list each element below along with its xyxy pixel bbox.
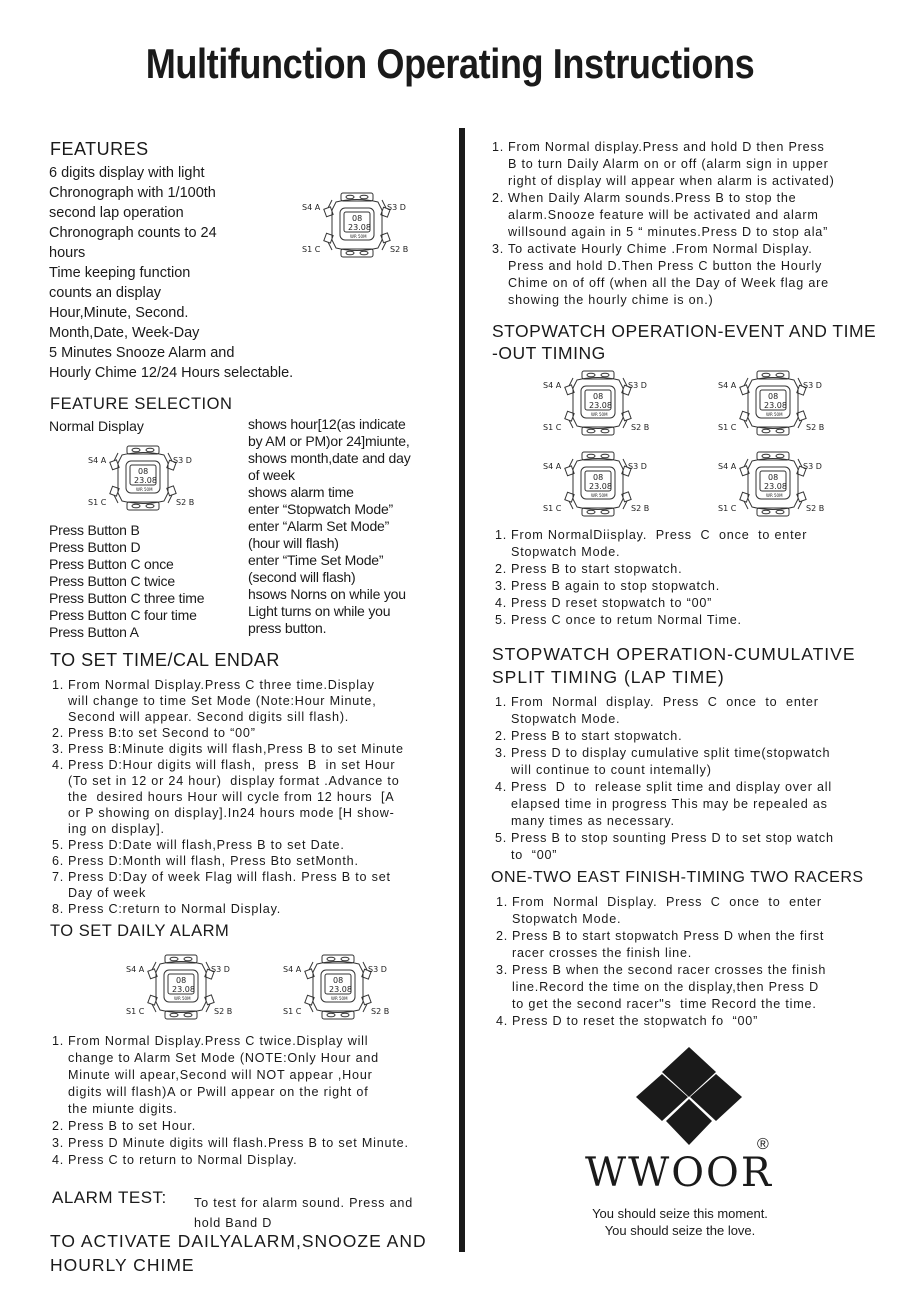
- list-item-number: 3.: [496, 963, 509, 977]
- list-item-line: Press B to start stopwatch Press D when the first: [512, 929, 825, 943]
- list-item: [495, 745, 834, 779]
- button-label-s4: S4 A: [126, 965, 145, 974]
- list-item-line: When Daily Alarm sounds.Press B to stop the: [508, 191, 797, 205]
- list-item-text: [68, 1152, 297, 1169]
- description-line: shows month,date and day: [248, 450, 411, 466]
- list-item-line: From Normal Display. Press C once to enter: [512, 895, 822, 909]
- list-item-line: will continue to count intemally): [511, 763, 712, 777]
- list-item-line: line.Record the time on the display,then Press D: [512, 980, 819, 994]
- watch-diagram: [302, 190, 412, 260]
- list-item-line: From Normal display.Press and hold D then Press: [508, 140, 825, 154]
- description-line: hsows Norns on while you: [248, 586, 406, 602]
- features-line: second lap operation: [49, 205, 184, 221]
- watch-display-top: 08: [768, 392, 779, 401]
- features-line: 5 Minutes Snooze Alarm and: [49, 345, 235, 361]
- list-item: [492, 139, 835, 190]
- watch-display-bottom: 23.08: [589, 401, 612, 410]
- list-item-text: [68, 1135, 409, 1152]
- alarm-test-heading: ALARM TEST:: [52, 1188, 167, 1207]
- list-item: [52, 1118, 409, 1135]
- button-label-s4: S4 A: [543, 462, 562, 471]
- watch-display-bottom: 23.08: [764, 482, 787, 491]
- features-line: Month,Date, Week-Day: [49, 325, 200, 341]
- button-label-s2: S2 B: [806, 504, 825, 513]
- numbered-list: [52, 1033, 409, 1169]
- button-label-s1: S1 C: [718, 423, 737, 432]
- list-item: [52, 853, 404, 869]
- list-item-line: Stopwatch Mode.: [511, 712, 621, 726]
- features-line: Hourly Chime 12/24 Hours selectable.: [49, 365, 294, 381]
- description-line: shows hour[12(as indicate: [248, 416, 406, 432]
- list-item-text: [68, 869, 391, 901]
- button-label-s4: S4 A: [302, 203, 321, 212]
- watch-display-top: 08: [593, 392, 604, 401]
- numbered-list: [495, 527, 807, 629]
- button-list: [49, 522, 204, 641]
- list-item-number: 4.: [495, 780, 508, 794]
- list-item-line: From NormalDiisplay. Press C once to enter: [511, 528, 808, 542]
- button-item: Press Button A: [49, 624, 139, 640]
- stopwatch-event-list: [495, 527, 807, 629]
- list-item-number: 4.: [52, 758, 65, 772]
- button-item: Press Button D: [49, 539, 141, 555]
- description-line: enter “Time Set Mode”: [248, 552, 384, 568]
- button-item: Press Button C three time: [49, 590, 205, 606]
- list-item-line: (To set in 12 or 24 hour) display format .Advance to: [68, 774, 400, 788]
- list-item-line: the desired hours Hour will cycle from 12 hours [A: [68, 790, 395, 804]
- list-item-number: 4.: [495, 596, 508, 610]
- button-label-s3: S3 D: [173, 456, 192, 465]
- list-item-line: digits will flash)A or Pwill appear on the right of: [68, 1085, 369, 1099]
- button-label-s1: S1 C: [543, 423, 562, 432]
- list-item-line: to get the second racer"s time Record the time.: [512, 997, 817, 1011]
- list-item-line: ing on display].: [68, 822, 165, 836]
- list-item-number: 2.: [492, 191, 505, 205]
- list-item-text: [511, 578, 720, 595]
- list-item-number: 2.: [495, 729, 508, 743]
- list-item: [492, 190, 835, 241]
- list-item-line: Press B to set Hour.: [68, 1119, 196, 1133]
- list-item-text: [511, 694, 819, 728]
- list-item-text: [508, 241, 829, 309]
- description-line: Light turns on while you: [248, 603, 391, 619]
- list-item-line: Second will appear. Second digits sill flash).: [68, 710, 350, 724]
- list-item: [495, 561, 807, 578]
- button-label-s1: S1 C: [543, 504, 562, 513]
- watch-display-bottom: 23.08: [348, 223, 371, 232]
- button-label-s1: S1 C: [718, 504, 737, 513]
- button-label-s2: S2 B: [371, 1007, 390, 1016]
- list-item-number: 5.: [495, 831, 508, 845]
- list-item-text: [508, 190, 828, 241]
- normal-display-label: Normal Display: [49, 418, 144, 434]
- description-line: by AM or PM)or 24]miunte,: [248, 433, 410, 449]
- list-item-text: [508, 139, 835, 190]
- watch-band-text: WR 50M: [766, 412, 783, 417]
- list-item-line: Day of week: [68, 886, 147, 900]
- button-label-s3: S3 D: [368, 965, 387, 974]
- description-list: [248, 416, 411, 637]
- list-item-text: [511, 561, 682, 578]
- watch-diagram: [543, 368, 653, 438]
- button-item: Press Button B: [49, 522, 140, 538]
- watch-display-bottom: 23.08: [134, 476, 157, 485]
- list-item-number: 8.: [52, 902, 65, 916]
- watch-band-text: WR 50M: [350, 234, 367, 239]
- list-item-line: Press D to display cumulative split time(stopwatch: [511, 746, 831, 760]
- list-item-number: 3.: [495, 746, 508, 760]
- button-item: Press Button C twice: [49, 573, 175, 589]
- list-item-number: 1.: [495, 528, 508, 542]
- description-line: (second will flash): [248, 569, 356, 585]
- description-line: of week: [248, 467, 295, 483]
- button-label-s4: S4 A: [543, 381, 562, 390]
- button-item: Press Button C four time: [49, 607, 197, 623]
- watch-display-top: 08: [176, 976, 187, 985]
- list-item-text: [68, 1118, 196, 1135]
- list-item: [495, 578, 807, 595]
- features-line: Chronograph with 1/100th: [49, 185, 216, 201]
- list-item-line: Press C once to retum Normal Time.: [511, 613, 742, 627]
- set-time-list: [52, 677, 404, 917]
- list-item-text: [511, 612, 742, 629]
- description-line: (hour will flash): [248, 535, 339, 551]
- watch-icon: [283, 952, 393, 1022]
- button-label-s4: S4 A: [718, 462, 737, 471]
- list-item-line: Press B again to stop stopwatch.: [511, 579, 721, 593]
- list-item-line: Press B to stop sounting Press D to set stop watch: [511, 831, 834, 845]
- features-heading: FEATURES: [50, 139, 149, 159]
- list-item: [495, 779, 834, 830]
- watch-diagram: [88, 443, 198, 513]
- list-item-line: Minute will apear,Second will NOT appear ,Hour: [68, 1068, 373, 1082]
- features-line: counts an display: [49, 285, 162, 301]
- stopwatch-split-heading: STOPWATCH OPERATION-CUMULATIVE SPLIT TIMING (LAP TIME): [492, 644, 856, 687]
- button-label-s3: S3 D: [803, 462, 822, 471]
- button-label-s2: S2 B: [214, 1007, 233, 1016]
- watch-diagram: [718, 368, 828, 438]
- button-label-s1: S1 C: [88, 498, 107, 507]
- list-item-line: Press D:Day of week Flag will flash. Press B to set: [68, 870, 391, 884]
- daily-alarm-heading: TO SET DAILY ALARM: [50, 922, 230, 940]
- list-item-line: the miunte digits.: [68, 1102, 178, 1116]
- list-item-line: Press D:Hour digits will flash, press B in set Hour: [68, 758, 396, 772]
- list-item-number: 1.: [52, 1034, 65, 1048]
- list-item-line: B to turn Daily Alarm on or off (alarm sign in upper: [508, 157, 829, 171]
- watch-display-top: 08: [768, 473, 779, 482]
- list-item-number: 6.: [52, 854, 65, 868]
- watch-band-text: WR 50M: [591, 412, 608, 417]
- list-item-line: Chime on of off (when all the Day of Week flag are: [508, 276, 829, 290]
- list-item-text: [511, 745, 830, 779]
- list-item: [52, 869, 404, 901]
- list-item: [495, 830, 834, 864]
- list-item: [52, 901, 404, 917]
- watch-icon: [88, 443, 198, 513]
- list-item: [52, 1135, 409, 1152]
- list-item-line: Press B to start stopwatch.: [511, 562, 683, 576]
- watch-display-top: 08: [138, 467, 149, 476]
- feature-selection-heading: FEATURE SELECTION: [50, 395, 233, 413]
- list-item-text: [68, 741, 404, 757]
- description-line: enter “Alarm Set Mode”: [248, 518, 390, 534]
- button-label-s2: S2 B: [806, 423, 825, 432]
- description-line: press button.: [248, 620, 327, 636]
- watch-icon: [718, 449, 828, 519]
- watch-diagram: [283, 952, 393, 1022]
- watch-display-bottom: 23.08: [589, 482, 612, 491]
- list-item: [495, 728, 834, 745]
- brand-logo-icon: [633, 1045, 745, 1149]
- list-item-line: Press D:Month will flash, Press Bto setMonth.: [68, 854, 359, 868]
- alarm-test-text: [194, 1193, 413, 1233]
- list-item-number: 1.: [495, 695, 508, 709]
- description-line: enter “Stopwatch Mode”: [248, 501, 394, 517]
- list-item-number: 4.: [52, 1153, 65, 1167]
- button-label-s2: S2 B: [390, 245, 409, 254]
- watch-display-bottom: 23.08: [172, 985, 195, 994]
- list-item-text: [68, 853, 359, 869]
- list-item-number: 3.: [495, 579, 508, 593]
- watch-display-bottom: 23.08: [329, 985, 352, 994]
- list-item-line: Press D reset stopwatch to “00”: [511, 596, 713, 610]
- list-item: [52, 677, 404, 725]
- list-item-text: [511, 830, 834, 864]
- button-label-s2: S2 B: [631, 504, 650, 513]
- list-item: [496, 962, 826, 1013]
- features-line: 6 digits display with light: [49, 165, 205, 181]
- list-item: [492, 241, 835, 309]
- list-item-text: [68, 757, 400, 837]
- slogan-line: You should seize this moment.: [592, 1206, 768, 1221]
- button-item: Press Button C once: [49, 556, 174, 572]
- watch-display-top: 08: [333, 976, 344, 985]
- list-item-line: elapsed time in progress This may be repealed as: [511, 797, 828, 811]
- list-item-line: Stopwatch Mode.: [512, 912, 622, 926]
- watch-icon: [718, 368, 828, 438]
- stopwatch-event-heading: STOPWATCH OPERATION-EVENT AND TIME -OUT TIMING: [492, 321, 877, 363]
- list-item-line: or P showing on display].In24 hours mode [H show-: [68, 806, 395, 820]
- list-item-line: Press D Minute digits will flash.Press B to set Minute.: [68, 1136, 409, 1150]
- list-item-number: 1.: [52, 678, 65, 692]
- button-label-s3: S3 D: [628, 462, 647, 471]
- list-item-number: 2.: [496, 929, 509, 943]
- list-item: [495, 595, 807, 612]
- list-item-line: To activate Hourly Chime .From Normal Display.: [508, 242, 813, 256]
- list-item-text: [512, 894, 822, 928]
- button-label-s3: S3 D: [211, 965, 230, 974]
- brand-name: WWOOR: [585, 1150, 773, 1196]
- list-item-line: showing the hourly chime is on.): [508, 293, 714, 307]
- list-item-line: alarm.Snooze feature will be activated and alarm: [508, 208, 819, 222]
- alarm-test-line: To test for alarm sound. Press and: [194, 1196, 413, 1210]
- list-item-number: 1.: [492, 140, 505, 154]
- list-item-number: 5.: [52, 838, 65, 852]
- numbered-list: [495, 694, 834, 864]
- list-item-number: 7.: [52, 870, 65, 884]
- list-item: [52, 725, 404, 741]
- list-item-text: [512, 962, 826, 1013]
- button-label-s3: S3 D: [387, 203, 406, 212]
- features-line: hours: [49, 245, 86, 261]
- list-item-line: Press and hold D.Then Press C button the Hourly: [508, 259, 823, 273]
- watch-icon: [126, 952, 236, 1022]
- watch-icon: [543, 368, 653, 438]
- list-item-line: From Normal display. Press C once to enter: [511, 695, 819, 709]
- list-item: [496, 894, 826, 928]
- list-item: [52, 1152, 409, 1169]
- racers-heading: ONE-TWO EAST FINISH-TIMING TWO RACERS: [491, 869, 864, 886]
- list-item-line: Press B to start stopwatch.: [511, 729, 683, 743]
- list-item-text: [68, 1033, 379, 1118]
- list-item: [52, 757, 404, 837]
- watch-icon: [543, 449, 653, 519]
- list-item-number: 4.: [496, 1014, 509, 1028]
- list-item-number: 5.: [495, 613, 508, 627]
- list-item-line: Press B:to set Second to “00”: [68, 726, 256, 740]
- list-item: [52, 741, 404, 757]
- button-label-s2: S2 B: [631, 423, 650, 432]
- stopwatch-split-list: [495, 694, 834, 864]
- set-time-heading: TO SET TIME/CAL ENDAR: [50, 650, 280, 670]
- watch-icon: [302, 190, 412, 260]
- page-title: Multifunction Operating Instructions: [145, 40, 755, 87]
- alarm-test-line: hold Band D: [194, 1216, 273, 1230]
- daily-alarm-list: [52, 1033, 409, 1169]
- column-divider: [459, 128, 465, 1252]
- button-label-s3: S3 D: [803, 381, 822, 390]
- list-item-line: Press D to reset the stopwatch fo “00”: [512, 1014, 759, 1028]
- list-item-text: [511, 728, 682, 745]
- description-line: shows alarm time: [248, 484, 354, 500]
- list-item-number: 2.: [495, 562, 508, 576]
- list-item-line: Press D to release split time and display over all: [511, 780, 832, 794]
- list-item: [496, 928, 826, 962]
- list-item-number: 2.: [52, 1119, 65, 1133]
- button-label-s4: S4 A: [718, 381, 737, 390]
- list-item: [495, 612, 807, 629]
- list-item-line: racer crosses the finish line.: [512, 946, 693, 960]
- list-item-text: [68, 837, 345, 853]
- list-item-line: Press C:return to Normal Display.: [68, 902, 282, 916]
- list-item-number: 2.: [52, 726, 65, 740]
- watch-band-text: WR 50M: [174, 996, 191, 1001]
- list-item-number: 3.: [492, 242, 505, 256]
- watch-diagram: [543, 449, 653, 519]
- list-item-text: [511, 527, 807, 561]
- numbered-list: [492, 139, 835, 309]
- button-label-s1: S1 C: [283, 1007, 302, 1016]
- list-item-text: [68, 677, 377, 725]
- button-label-s2: S2 B: [176, 498, 195, 507]
- list-item-line: right of display will appear when alarm is activated): [508, 174, 835, 188]
- features-line: Hour,Minute, Second.: [49, 305, 189, 321]
- list-item-number: 3.: [52, 742, 65, 756]
- list-item-line: Press C to return to Normal Display.: [68, 1153, 298, 1167]
- watch-display-top: 08: [352, 214, 363, 223]
- watch-display-bottom: 23.08: [764, 401, 787, 410]
- list-item: [496, 1013, 826, 1030]
- list-item-text: [68, 901, 281, 917]
- numbered-list: [52, 677, 404, 917]
- features-line: Time keeping function: [49, 265, 191, 281]
- list-item-line: Press B:Minute digits will flash,Press B to set Minute: [68, 742, 404, 756]
- activate-list: [492, 139, 835, 309]
- list-item-line: Stopwatch Mode.: [511, 545, 621, 559]
- racers-list: [496, 894, 826, 1030]
- activate-heading: TO ACTIVATE DAILYALARM,SNOOZE AND HOURLY CHIME: [50, 1231, 427, 1275]
- list-item-text: [512, 1013, 758, 1030]
- slogan-line: You should seize the love.: [604, 1223, 756, 1238]
- watch-band-text: WR 50M: [591, 493, 608, 498]
- features-line: Chronograph counts to 24: [49, 225, 217, 241]
- list-item-line: Press B when the second racer crosses the finish: [512, 963, 827, 977]
- list-item-number: 3.: [52, 1136, 65, 1150]
- list-item-line: From Normal Display.Press C three time.Display: [68, 678, 375, 692]
- list-item-line: change to Alarm Set Mode (NOTE:Only Hour and: [68, 1051, 379, 1065]
- list-item-text: [511, 779, 832, 830]
- list-item-text: [68, 725, 256, 741]
- list-item-text: [511, 595, 712, 612]
- button-label-s4: S4 A: [283, 965, 302, 974]
- features-list: [49, 163, 293, 383]
- list-item-line: will change to time Set Mode (Note:Hour Minute,: [68, 694, 377, 708]
- list-item-number: 1.: [496, 895, 509, 909]
- watch-diagram: [718, 449, 828, 519]
- watch-diagram: [126, 952, 236, 1022]
- list-item-line: willsound again in 5 “ minutes.Press D to stop ala”: [508, 225, 829, 239]
- list-item-line: Press D:Date will flash,Press B to set Date.: [68, 838, 345, 852]
- list-item-line: many times as necessary.: [511, 814, 675, 828]
- list-item-line: From Normal Display.Press C twice.Display will: [68, 1034, 369, 1048]
- registered-mark: ®: [757, 1136, 769, 1153]
- button-label-s4: S4 A: [88, 456, 107, 465]
- button-label-s1: S1 C: [302, 245, 321, 254]
- watch-band-text: WR 50M: [766, 493, 783, 498]
- numbered-list: [496, 894, 826, 1030]
- list-item: [52, 1033, 409, 1118]
- watch-band-text: WR 50M: [331, 996, 348, 1001]
- button-label-s3: S3 D: [628, 381, 647, 390]
- watch-display-top: 08: [593, 473, 604, 482]
- list-item: [495, 527, 807, 561]
- list-item: [495, 694, 834, 728]
- list-item: [52, 837, 404, 853]
- list-item-line: to “00”: [511, 848, 558, 862]
- list-item-text: [512, 928, 824, 962]
- button-label-s1: S1 C: [126, 1007, 145, 1016]
- watch-band-text: WR 50M: [136, 487, 153, 492]
